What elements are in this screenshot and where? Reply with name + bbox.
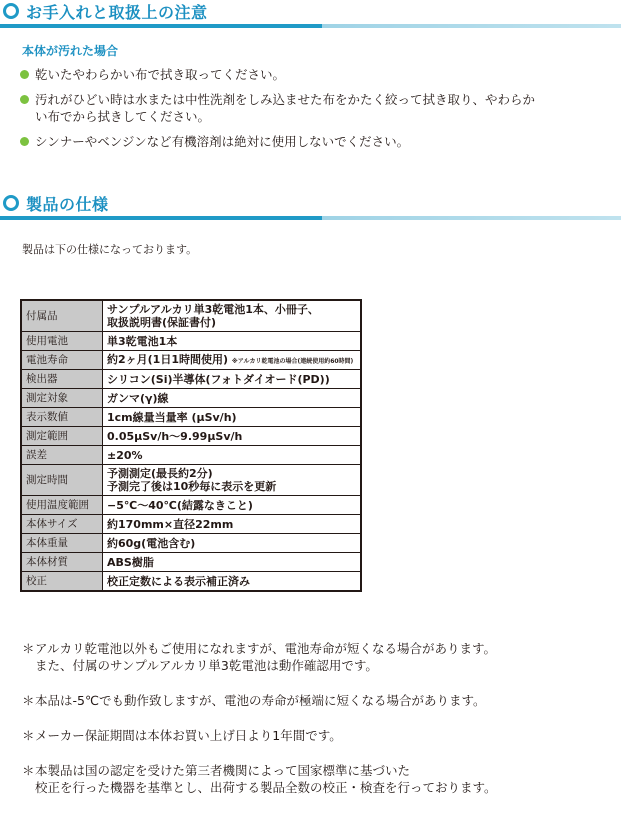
spec-value xyxy=(103,534,362,553)
asterisk-icon: ＊ xyxy=(22,641,35,656)
bullet-dot-icon xyxy=(20,70,29,79)
spec-row xyxy=(21,351,361,370)
note-item xyxy=(22,762,617,796)
spec-key: 使用電池 xyxy=(21,332,103,351)
note-text: 校正を行った機器を基準とし、出荷する製品全数の校正・検査を行っております。 xyxy=(35,780,497,795)
spec-value-line: 取扱説明書(保証書付) xyxy=(107,316,217,329)
spec-value-line: ±20% xyxy=(107,448,143,462)
spec-value-line: シリコン(Si)半導体(フォトダイオード(PD)) xyxy=(107,372,330,386)
spec-key: 測定範囲 xyxy=(21,427,103,446)
care-bullet-item xyxy=(20,91,610,125)
spec-row xyxy=(21,534,361,553)
bullet-dot-icon xyxy=(20,137,29,146)
note-item xyxy=(22,692,617,709)
spec-row xyxy=(21,389,361,408)
spec-value xyxy=(103,427,362,446)
note-item xyxy=(22,640,617,674)
spec-key: 本体サイズ xyxy=(21,515,103,534)
spec-table xyxy=(20,299,362,592)
care-bullet-text: シンナーやベンジンなど有機溶剤は絶対に使用しないでください。 xyxy=(35,134,410,149)
spec-value-line: 校正定数による表示補正済み xyxy=(107,574,250,588)
spec-key: 使用温度範囲 xyxy=(21,496,103,515)
care-bullet-text: 乾いたやわらかい布で拭き取ってください。 xyxy=(35,67,286,82)
section-divider xyxy=(0,24,621,28)
note-text: また、付属のサンプルアルカリ単3乾電池は動作確認用です。 xyxy=(35,658,378,673)
spec-section-title: 製品の仕様 xyxy=(26,194,109,214)
spec-value-note: ※アルカリ乾電池の場合(連続使用約60時間) xyxy=(231,357,354,365)
spec-key: 校正 xyxy=(21,572,103,592)
spec-value xyxy=(103,515,362,534)
note-text: メーカー保証期間は本体お買い上げ日より1年間です。 xyxy=(35,728,342,743)
care-section-header xyxy=(0,0,621,28)
spec-row xyxy=(21,553,361,572)
spec-value-line: 1cm線量当量率 (μSv/h) xyxy=(107,410,237,424)
spec-value-line: 約170mm×直径22mm xyxy=(107,517,234,531)
note-text: 本品は-5℃でも動作致しますが、電池の寿命が極端に短くなる場合があります。 xyxy=(35,693,486,708)
spec-value-line: ABS樹脂 xyxy=(107,555,154,569)
spec-row xyxy=(21,370,361,389)
spec-value-line: 約2ヶ月(1日1時間使用) xyxy=(107,352,229,366)
spec-value xyxy=(103,553,362,572)
section-divider xyxy=(0,216,621,220)
spec-value xyxy=(103,572,362,592)
spec-key: 電池寿命 xyxy=(21,351,103,370)
spec-value xyxy=(103,370,362,389)
spec-value-line: −5℃〜40℃(結露なきこと) xyxy=(107,498,253,512)
note-text: アルカリ乾電池以外もご使用になれますが、電池寿命が短くなる場合があります。 xyxy=(35,641,497,656)
spec-row xyxy=(21,572,361,592)
spec-value-line: 予測測定(最長約2分) xyxy=(107,467,213,480)
care-bullet-list xyxy=(20,66,610,158)
care-bullet-text: 汚れがひどい時は水または中性洗剤をしみ込ませた布をかたく絞って拭き取り、やわらか xyxy=(35,92,536,107)
bullet-dot-icon xyxy=(20,95,29,104)
asterisk-icon: ＊ xyxy=(22,728,35,743)
circle-icon xyxy=(3,195,19,211)
note-text: 本製品は国の認定を受けた第三者機関によって国家標準に基づいた xyxy=(35,763,411,778)
spec-key: 測定時間 xyxy=(21,465,103,496)
care-bullet-item xyxy=(20,133,610,150)
spec-value xyxy=(103,300,362,332)
spec-row xyxy=(21,408,361,427)
spec-value-line: 0.05μSv/h〜9.99μSv/h xyxy=(107,429,243,443)
note-item xyxy=(22,727,617,744)
spec-row xyxy=(21,496,361,515)
spec-key: 付属品 xyxy=(21,300,103,332)
spec-key: 表示数値 xyxy=(21,408,103,427)
spec-value xyxy=(103,465,362,496)
circle-icon xyxy=(3,3,19,19)
spec-row xyxy=(21,300,361,332)
care-section-title: お手入れと取扱上の注意 xyxy=(26,2,208,22)
care-heading: 本体が汚れた場合 xyxy=(22,44,119,58)
spec-value-line: 単3乾電池1本 xyxy=(107,334,178,348)
spec-section-header xyxy=(0,192,621,220)
spec-value-line: サンプルアルカリ単3乾電池1本、小冊子、 xyxy=(107,303,319,316)
spec-value xyxy=(103,496,362,515)
spec-value-line: 約60g(電池含む) xyxy=(107,536,196,550)
spec-intro: 製品は下の仕様になっております。 xyxy=(22,243,198,256)
spec-key: 検出器 xyxy=(21,370,103,389)
spec-value xyxy=(103,408,362,427)
spec-key: 本体材質 xyxy=(21,553,103,572)
spec-value-line: 予測完了後は10秒毎に表示を更新 xyxy=(107,480,277,493)
spec-key: 本体重量 xyxy=(21,534,103,553)
spec-value-line: ガンマ(γ)線 xyxy=(107,391,169,405)
spec-value xyxy=(103,389,362,408)
spec-row xyxy=(21,465,361,496)
spec-row xyxy=(21,515,361,534)
spec-key: 誤差 xyxy=(21,446,103,465)
spec-value xyxy=(103,446,362,465)
asterisk-icon: ＊ xyxy=(22,693,35,708)
spec-value xyxy=(103,332,362,351)
notes-list xyxy=(22,640,617,814)
spec-row xyxy=(21,427,361,446)
care-bullet-text: い布でから拭きしてください。 xyxy=(35,109,211,124)
care-bullet-item xyxy=(20,66,610,83)
spec-value xyxy=(103,351,362,370)
asterisk-icon: ＊ xyxy=(22,763,35,778)
spec-row xyxy=(21,446,361,465)
spec-row xyxy=(21,332,361,351)
spec-key: 測定対象 xyxy=(21,389,103,408)
